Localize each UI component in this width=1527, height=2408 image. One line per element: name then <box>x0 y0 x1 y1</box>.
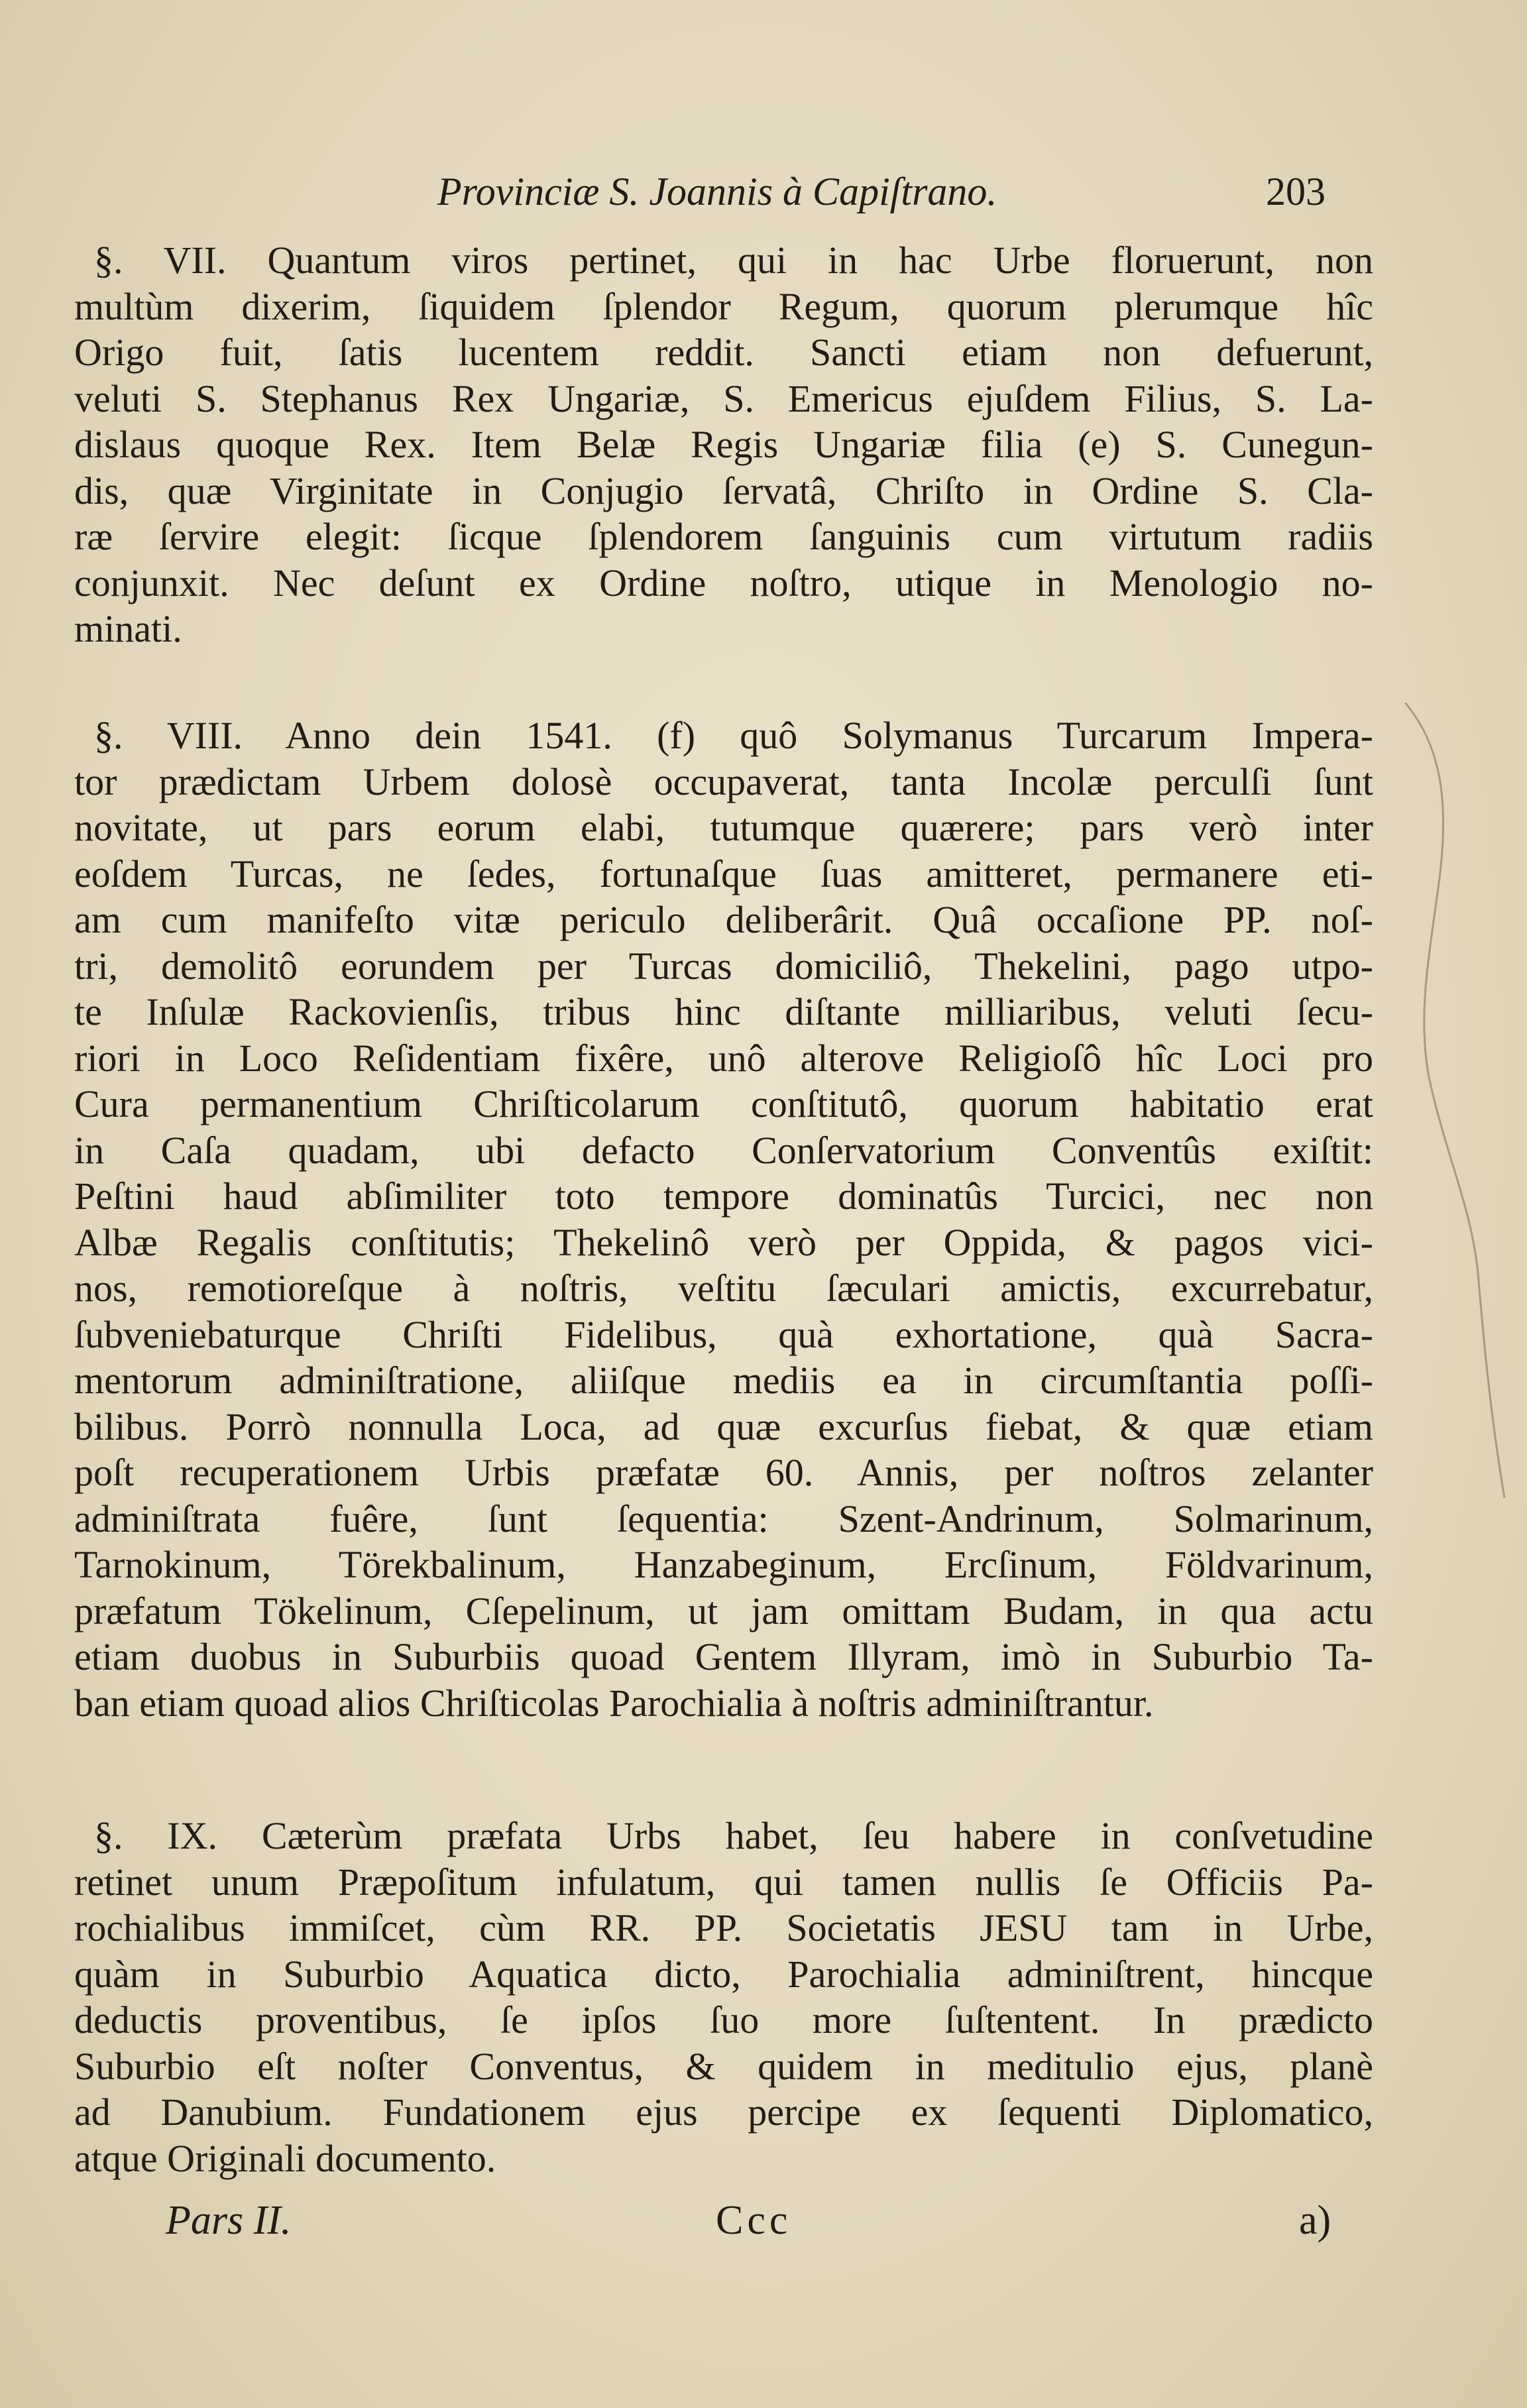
text-line: adminiſtrata fuêre, ſunt ſequentia: Szent-Andrinum, Solmarinum, <box>74 1497 1373 1540</box>
text-line: poſt recuperationem Urbis præfatæ 60. Annis, per noſtros zelanter <box>74 1451 1373 1494</box>
text-line: riori in Loco Reſidentiam fixêre, unô alterove Religioſô hîc Loci pro <box>74 1036 1373 1080</box>
text-line: multùm dixerim, ſiquidem ſplendor Regum, quorum plerumque hîc <box>74 284 1373 328</box>
text-line: mentorum adminiſtratione, aliiſque mediis ea in circumſtantia poſſi- <box>74 1359 1373 1402</box>
text-line: conjunxit. Nec deſunt ex Ordine noſtro, utique in Menologio no- <box>74 561 1373 604</box>
text-line: §. IX. Cæterùm præfata Urbs habet, ſeu habere in conſvetudine <box>94 1814 1373 1857</box>
text-line: præfatum Tökelinum, Cſepelinum, ut jam omittam Budam, in qua actu <box>74 1589 1373 1633</box>
pencil-margin-mark <box>1392 703 1518 1631</box>
running-title: Provinciæ S. Joannis à Capiſtrano. <box>437 170 997 213</box>
text-line: retinet unum Præpoſitum infulatum, qui tamen nullis ſe Officiis Pa- <box>74 1860 1373 1904</box>
paragraph-viii <box>74 713 1373 1726</box>
running-header <box>437 169 1365 222</box>
text-line: ræ ſervire elegit: ſicque ſplendorem ſanguinis cum virtutum radiis <box>74 515 1373 558</box>
text-line: ban etiam quoad alios Chriſticolas Parochialia à noſtris adminiſtrantur. <box>74 1681 1154 1725</box>
text-line: Origo fuit, ſatis lucentem reddit. Sancti etiam non defuerunt, <box>74 331 1373 374</box>
text-line: tri, demolitô eorundem per Turcas domiciliô, Thekelini, pago utpo- <box>74 944 1373 988</box>
text-line: eoſdem Turcas, ne ſedes, fortunaſque ſuas amitteret, permanere eti- <box>74 852 1373 895</box>
text-line: minati. <box>74 607 182 650</box>
text-line: Albæ Regalis conſtitutis; Thekelinô verò per Oppida, & pagos vici- <box>74 1220 1373 1264</box>
text-line: am cum manifeſto vitæ periculo deliberârit. Quâ occaſione PP. noſ- <box>74 898 1373 941</box>
text-line: Peſtini haud abſimiliter toto tempore dominatûs Turcici, nec non <box>74 1175 1373 1218</box>
text-line: rochialibus immiſcet, cùm RR. PP. Societatis JESU tam in Urbe, <box>74 1906 1373 1949</box>
text-line: dislaus quoque Rex. Item Belæ Regis Ungariæ filia (e) S. Cunegun- <box>74 423 1373 466</box>
text-line: ad Danubium. Fundationem ejus percipe ex ſequenti Diplomatico, <box>74 2091 1373 2134</box>
text-line: dis, quæ Virginitate in Conjugio ſervatâ, Chriſto in Ordine S. Cla- <box>74 469 1373 512</box>
text-line: Tarnokinum, Törekbalinum, Hanzabeginum, Ercſinum, Földvarinum, <box>74 1543 1373 1586</box>
paragraph-ix <box>74 1813 1373 2181</box>
text-line: nos, remotioreſque à noſtris, veſtitu ſæculari amictis, excurrebatur, <box>74 1267 1373 1310</box>
text-line: novitate, ut pars eorum elabi, tutumque quærere; pars verò inter <box>74 806 1373 849</box>
text-line: atque Originali documento. <box>74 2136 496 2180</box>
text-line: tor prædictam Urbem dolosè occupaverat, tanta Incolæ perculſi ſunt <box>74 760 1373 803</box>
text-line: in Caſa quadam, ubi defacto Conſervatorium Conventûs exiſtit: <box>74 1128 1373 1172</box>
text-line: etiam duobus in Suburbiis quoad Gentem Illyram, imò in Suburbio Ta- <box>74 1635 1373 1678</box>
text-line: te Inſulæ Rackovienſis, tribus hinc diſtante milliaribus, veluti ſecu- <box>74 990 1373 1033</box>
text-line: §. VIII. Anno dein 1541. (f) quô Solymanus Turcarum Impera- <box>94 714 1373 757</box>
catchword: a) <box>1299 2198 1331 2243</box>
text-line: bilibus. Porrò nonnulla Loca, ad quæ excurſus fiebat, & quæ etiam <box>74 1405 1373 1448</box>
text-line: ſubveniebaturque Chriſti Fidelibus, quà exhortatione, quà Sacra- <box>74 1312 1373 1356</box>
part-label: Pars II. <box>166 2198 292 2243</box>
text-line: veluti S. Stephanus Rex Ungariæ, S. Emericus ejuſdem Filius, S. La- <box>74 376 1373 420</box>
page-number: 203 <box>1266 170 1326 213</box>
text-line: Cura permanentium Chriſticolarum conſtitutô, quorum habitatio erat <box>74 1082 1373 1125</box>
text-line: deductis proventibus, ſe ipſos ſuo more ſuſtentent. In prædicto <box>74 1998 1373 2041</box>
paragraph-vii <box>74 237 1373 652</box>
text-line: quàm in Suburbio Aquatica dicto, Parochialia adminiſtrent, hincque <box>74 1952 1373 1996</box>
signature-mark: Ccc <box>716 2198 792 2243</box>
text-line: §. VII. Quantum viros pertinet, qui in hac Urbe floruerunt, non <box>94 239 1373 282</box>
page-footer <box>166 2197 1359 2257</box>
text-line: Suburbio eſt noſter Conventus, & quidem in meditulio ejus, planè <box>74 2044 1373 2088</box>
